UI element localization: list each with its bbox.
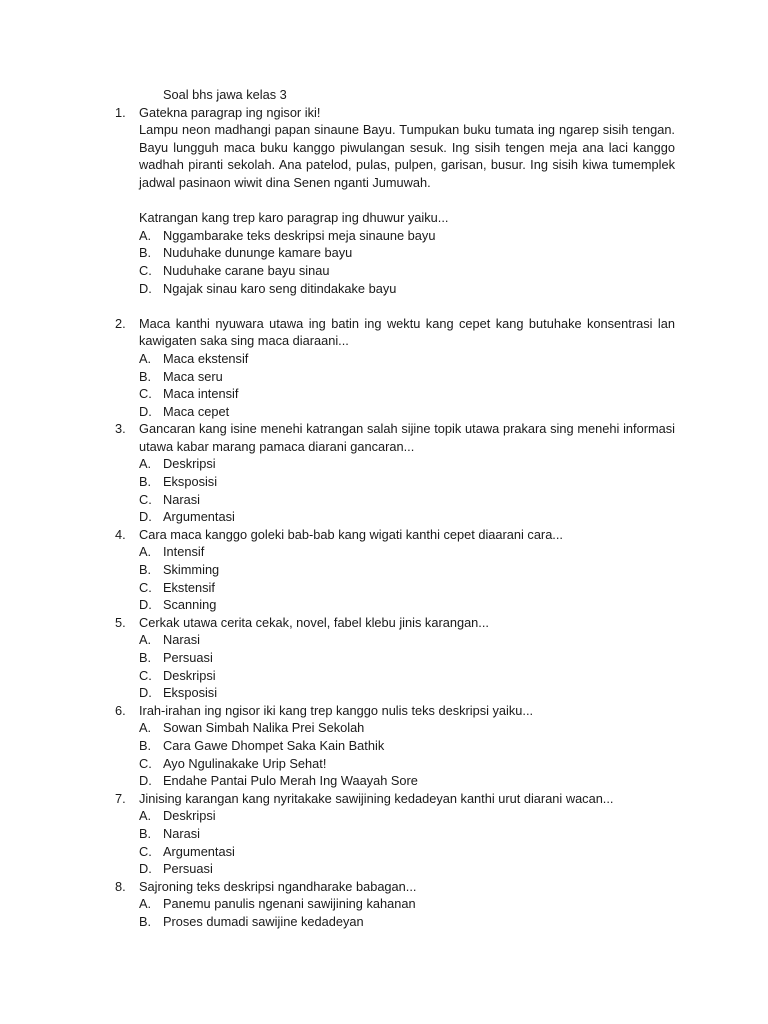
option-label: A. [139, 896, 152, 912]
option-label: A. [139, 350, 152, 366]
question-item [115, 702, 675, 790]
option-label: D. [139, 403, 152, 419]
answer-option [139, 561, 675, 579]
question-number: 8. [115, 878, 126, 894]
question-body [139, 790, 675, 878]
question-item [115, 420, 675, 526]
option-label: A. [139, 808, 152, 824]
question-prompt: Irah-irahan ing ngisor iki kang trep kanggo nulis teks deskripsi yaiku... [139, 702, 534, 718]
answer-option [139, 543, 675, 561]
answer-option [139, 244, 675, 262]
question-item [115, 526, 675, 614]
option-label: C. [139, 491, 152, 507]
option-label: C. [139, 843, 152, 859]
question-prompt: Jinising karangan kang nyritakake sawijining kedadeyan kanthi urut diarani wacan... [139, 790, 614, 806]
option-text: Intensif [163, 544, 205, 560]
option-text: Persuasi [163, 650, 213, 665]
option-label: C. [139, 262, 152, 278]
option-text: Narasi [163, 825, 200, 841]
option-text: Eksposisi [163, 474, 218, 490]
option-label: D. [139, 861, 152, 877]
answer-option [139, 473, 675, 491]
reading-passage: Lampu neon madhangi papan sinaune Bayu. Tumpukan buku tumata ing ngarep sisih tengan. Bayu lungguh maca buku kanggo piwulangan sesuk. Ing sisih tengen meja ana laci kanggo wadhah piranti sekolah. Ana patelod, pulas, pulpen, garisan, busur. Ing sisih kiwa tumemplek jadwal pasinaon wiwit dina Senen nganti Jumuwah. [139, 122, 675, 190]
answer-option [139, 684, 675, 702]
question-body [139, 420, 675, 526]
option-text: Endahe Pantai Pulo Merah Ing Waayah Sore [163, 773, 418, 789]
option-label: B. [139, 825, 152, 841]
answer-option [139, 843, 675, 861]
question-text: Katrangan kang trep karo paragrap ing dhuwur yaiku... [139, 210, 449, 226]
question-item [115, 104, 675, 298]
option-text: Ayo Ngulinakake Urip Sehat! [163, 755, 327, 771]
answer-options [139, 719, 675, 789]
option-label: C. [139, 386, 152, 402]
question-prompt: Gatekna paragrap ing ngisor iki! [139, 104, 321, 120]
option-text: Argumentasi [163, 843, 235, 859]
answer-option [139, 719, 675, 737]
answer-option [139, 860, 675, 878]
question-body [139, 702, 675, 790]
option-label: A. [139, 632, 152, 648]
answer-options [139, 350, 675, 420]
option-label: C. [139, 667, 152, 683]
question-prompt: Sajroning teks deskripsi ngandharake babagan... [139, 878, 417, 894]
question-item [115, 790, 675, 878]
answer-option [139, 807, 675, 825]
question-number: 3. [115, 421, 126, 437]
option-text: Persuasi [163, 861, 213, 877]
option-text: Cara Gawe Dhompet Saka Kain Bathik [163, 737, 385, 753]
option-label: B. [139, 245, 152, 261]
option-label: D. [139, 509, 152, 525]
answer-options [139, 807, 675, 877]
option-label: B. [139, 737, 152, 753]
option-text: Nuduhake dununge kamare bayu [163, 245, 353, 261]
question-item [115, 315, 675, 421]
answer-options [139, 631, 675, 701]
answer-option [139, 508, 675, 526]
question-number: 2. [115, 315, 126, 331]
option-label: A. [139, 720, 152, 736]
answer-option [139, 579, 675, 597]
question-body [139, 614, 675, 702]
option-text: Panemu panulis ngenani sawijining kahanan [163, 896, 416, 912]
answer-option [139, 350, 675, 368]
question-body [139, 526, 675, 614]
option-label: C. [139, 579, 152, 595]
answer-option [139, 737, 675, 755]
option-label: B. [139, 562, 152, 578]
option-text: Narasi [163, 491, 200, 507]
option-text: Deskripsi [163, 808, 216, 824]
option-text: Sowan Simbah Nalika Prei Sekolah [163, 720, 365, 736]
document-title: Soal bhs jawa kelas 3 [163, 87, 287, 102]
option-text: Deskripsi [163, 456, 216, 472]
option-text: Eksposisi [163, 685, 218, 701]
question-prompt: Cerkak utawa cerita cekak, novel, fabel klebu jinis karangan... [139, 614, 489, 630]
question-number: 6. [115, 702, 126, 718]
answer-option [139, 491, 675, 509]
answer-option [139, 596, 675, 614]
option-text: Deskripsi [163, 667, 216, 683]
answer-option [139, 262, 675, 280]
answer-option [139, 772, 675, 790]
answer-option [139, 455, 675, 473]
question-list [115, 104, 675, 931]
option-text: Maca intensif [163, 386, 239, 402]
option-label: D. [139, 280, 152, 296]
question-number: 1. [115, 104, 126, 120]
question-spacer [115, 297, 675, 315]
answer-option [139, 385, 675, 403]
question-body [139, 878, 675, 931]
option-text: Proses dumadi sawijine kedadeyan [163, 913, 364, 929]
question-prompt: Maca kanthi nyuwara utawa ing batin ing wektu kang cepet kang butuhake konsentrasi lan kawigaten saka sing maca diaraani... [139, 315, 675, 349]
option-text: Scanning [163, 597, 217, 613]
question-item [115, 614, 675, 702]
option-label: A. [139, 227, 152, 243]
option-text: Maca seru [163, 368, 223, 384]
answer-option [139, 368, 675, 386]
question-number: 7. [115, 790, 126, 806]
question-prompt: Cara maca kanggo goleki bab-bab kang wigati kanthi cepet diaarani cara... [139, 526, 563, 542]
answer-option [139, 825, 675, 843]
question-item [115, 878, 675, 931]
question-body [139, 315, 675, 421]
answer-option [139, 895, 675, 913]
option-label: B. [139, 913, 152, 929]
question-body [139, 104, 675, 298]
answer-options [139, 543, 675, 613]
answer-options [139, 227, 675, 297]
option-text: Ekstensif [163, 579, 215, 595]
option-text: Maca cepet [163, 403, 230, 419]
option-text: Nuduhake carane bayu sinau [163, 262, 330, 278]
answer-option [139, 649, 675, 667]
question-number: 4. [115, 526, 126, 542]
document-content [115, 86, 675, 931]
answer-options [139, 895, 675, 930]
answer-option [139, 403, 675, 421]
option-text: Nggambarake teks deskripsi meja sinaune bayu [163, 227, 436, 243]
question-prompt: Gancaran kang isine menehi katrangan salah sijine topik utawa prakara sing menehi informasi utawa kabar marang pamaca diarani gancaran... [139, 421, 675, 454]
answer-option [139, 913, 675, 931]
answer-option [139, 227, 675, 245]
option-text: Ngajak sinau karo seng ditindakake bayu [163, 280, 397, 296]
option-text: Maca ekstensif [163, 350, 249, 366]
answer-options [139, 455, 675, 525]
option-text: Narasi [163, 632, 200, 648]
answer-option [139, 755, 675, 773]
option-label: B. [139, 368, 152, 384]
option-label: B. [139, 650, 152, 665]
option-label: A. [139, 544, 152, 560]
paragraph-spacer [139, 192, 675, 210]
option-label: B. [139, 474, 152, 490]
question-number: 5. [115, 614, 126, 630]
option-text: Argumentasi [163, 509, 235, 525]
option-label: D. [139, 685, 152, 701]
option-text: Skimming [163, 562, 220, 578]
option-label: C. [139, 755, 152, 771]
answer-option [139, 280, 675, 298]
answer-option [139, 667, 675, 685]
option-label: A. [139, 456, 152, 472]
option-label: D. [139, 597, 152, 613]
option-label: D. [139, 773, 152, 789]
answer-option [139, 631, 675, 649]
